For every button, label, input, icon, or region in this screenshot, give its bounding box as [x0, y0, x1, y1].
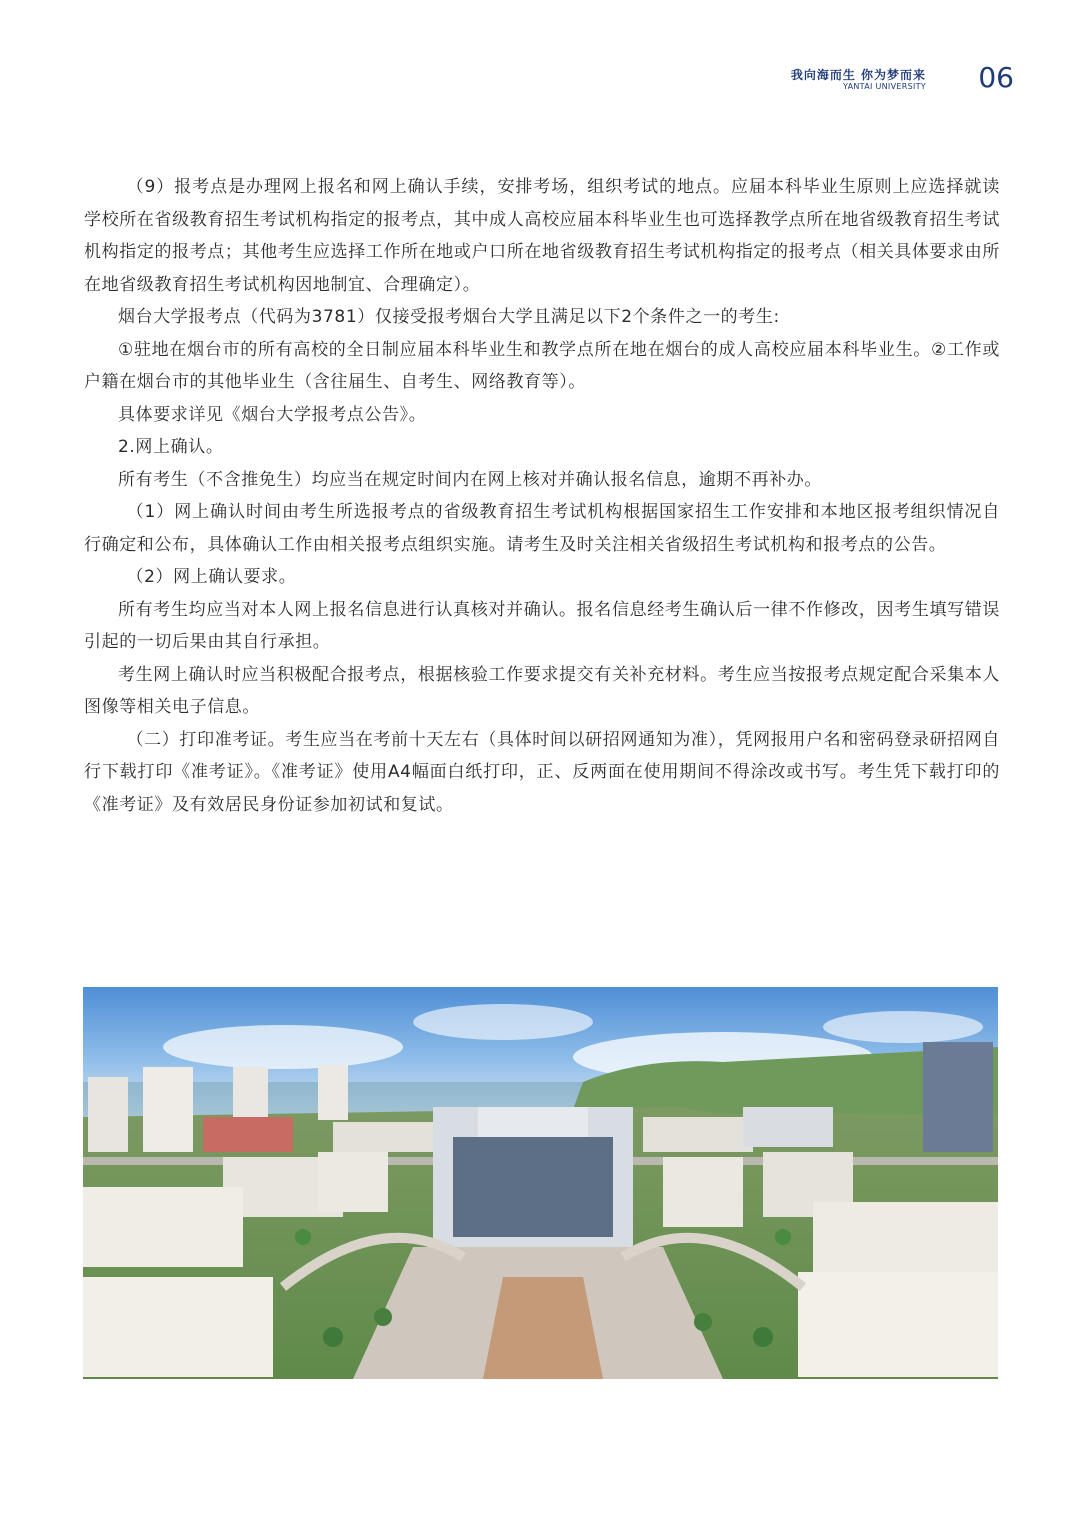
paragraph-details: 具体要求详见《烟台大学报考点公告》。: [118, 404, 427, 425]
paragraph-conditions: ①驻地在烟台市的所有高校的全日制应届本科毕业生和教学点所在地在烟台的成人高校应届本科毕业生。②工作或户籍在烟台市的其他毕业生（含往届生、自考生、网络教育等）。: [84, 339, 1000, 392]
paragraph-print-admission: （二）打印准考证。考生应当在考前十天左右（具体时间以研招网通知为准），凭网报用户名和密码登录研招网自行下载打印《准考证》。《准考证》使用A4幅面白纸打印，正、反两面在使用期间不得涂改或书写。考生凭下载打印的《准考证》及有效居民身份证参加初试和复试。: [84, 729, 1000, 815]
header-slogan: 我向海而生 你为梦而来: [790, 68, 926, 82]
paragraph-all-candidates: 所有考生（不含推免生）均应当在规定时间内在网上核对并确认报名信息，逾期不再补办。: [118, 469, 822, 490]
body-text: [84, 171, 1000, 821]
paragraph-exam-site: （9）报考点是办理网上报名和网上确认手续，安排考场，组织考试的地点。应届本科毕业生原则上应选择就读学校所在省级教育招生考试机构指定的报考点，其中成人高校应届本科毕业生也可选择教学点所在地省级教育招生考试机构指定的报考点；其他考生应选择工作所在地或户口所在地省级教育招生考试机构指定的报考点（相关具体要求由所在地省级教育招生考试机构因地制宜、合理确定）。: [84, 177, 1000, 295]
page-number: 06: [978, 61, 1014, 94]
section-heading-online-confirm: 2.网上确认。: [118, 437, 224, 457]
paragraph-confirm-time: （1）网上确认时间由考生所选报考点的省级教育招生考试机构根据国家招生工作安排和本地区报考组织情况自行确定和公布，具体确认工作由相关报考点组织实施。请考生及时关注相关省级招生考试机构和报考点的公告。: [84, 502, 1000, 555]
paragraph-cooperate: 考生网上确认时应当积极配合报考点，根据核验工作要求提交有关补充材料。考生应当按报考点规定配合采集本人图像等相关电子信息。: [84, 664, 1000, 717]
page-header: [694, 60, 1014, 100]
paragraph-confirm-req-heading: （2）网上确认要求。: [126, 567, 297, 587]
paragraph-yantai-site: 烟台大学报考点（代码为3781）仅接受报考烟台大学且满足以下2个条件之一的考生:: [118, 307, 780, 327]
header-university: YANTAI UNIVERSITY: [843, 82, 926, 91]
campus-aerial-photo: [83, 987, 998, 1379]
paragraph-verify-info: 所有考生均应当对本人网上报名信息进行认真核对并确认。报名信息经考生确认后一律不作修改，因考生填写错误引起的一切后果由其自行承担。: [84, 599, 1000, 652]
